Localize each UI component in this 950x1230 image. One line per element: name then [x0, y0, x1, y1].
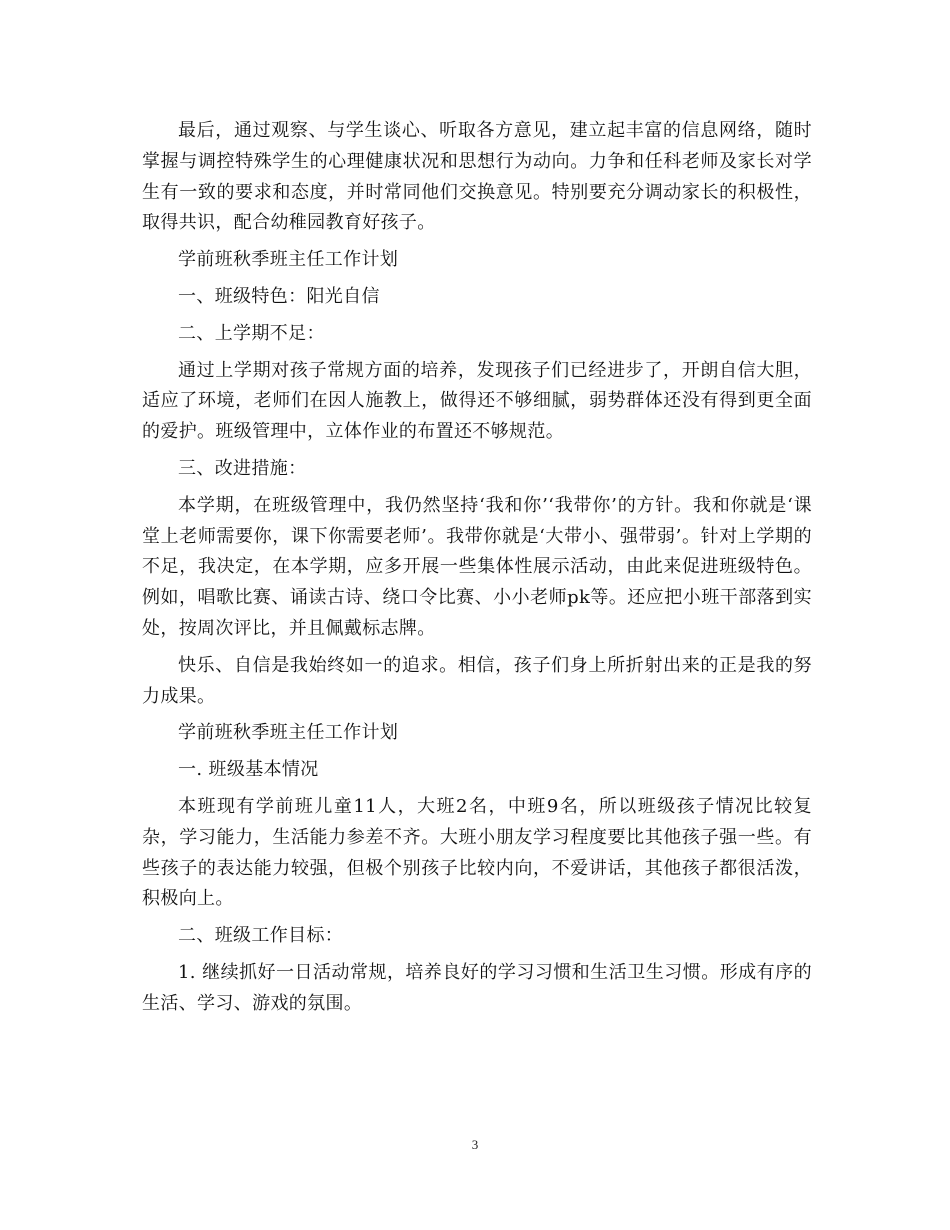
paragraph-last-term-review: 通过上学期对孩子常规方面的培养，发现孩子们已经进步了，开朗自信大胆，适应了环境，老师们在因人施教上，做得还不够细腻，弱势群体还没有得到更全面的爱护。班级管理中，立体作业的布置还不够规范。	[142, 359, 812, 443]
section-title-autumn-plan-second: 学前班秋季班主任工作计划	[178, 722, 399, 744]
heading-improvement-measures: 三、改进措施：	[178, 457, 307, 479]
paragraph-goal-one: 1. 继续抓好一日活动常规，培养良好的学习习惯和生活卫生习惯。形成有序的生活、学习、游戏的氛围。	[142, 961, 812, 1014]
heading-class-feature: 一、班级特色：阳光自信	[178, 285, 380, 307]
heading-class-basic-info: 一. 班级基本情况	[178, 759, 319, 781]
paragraph-class-composition: 本班现有学前班儿童11人，大班2名，中班9名，所以班级孩子情况比较复杂，学习能力，生活能力参差不齐。大班小朋友学习程度要比其他孩子强一些。有些孩子的表达能力较强，但极个别孩子比较内向，不爱讲话，其他孩子都很活泼，积极向上。	[142, 795, 812, 910]
heading-class-goals: 二、班级工作目标：	[178, 925, 344, 947]
paragraph-closing-info-network: 最后，通过观察、与学生谈心、听取各方意见，建立起丰富的信息网络，随时掌握与调控特殊学生的心理健康状况和思想行为动向。力争和任科老师及家长对学生有一致的要求和态度，并时常同他们交换意见。特别要充分调动家长的积极性，取得共识，配合幼稚园教育好孩子。	[142, 120, 812, 234]
page-number: 3	[471, 1137, 479, 1152]
paragraph-improvement-details: 本学期，在班级管理中，我仍然坚持‘我和你’‘我带你’的方针。我和你就是‘课堂上老师需要你，课下你需要老师’。我带你就是‘大带小、强带弱’。针对上学期的不足，我决定，在本学期，应多开展一些集体性展示活动，由此来促进班级特色。例如，唱歌比赛、诵读古诗、绕口令比赛、小小老师pk等。还应把小班干部落到实处，按周次评比，并且佩戴标志牌。	[142, 494, 812, 639]
section-title-autumn-plan: 学前班秋季班主任工作计划	[178, 249, 399, 271]
paragraph-happy-confident: 快乐、自信是我始终如一的追求。相信，孩子们身上所折射出来的正是我的努力成果。	[142, 654, 812, 707]
heading-last-term-shortcomings: 二、上学期不足：	[178, 322, 325, 344]
